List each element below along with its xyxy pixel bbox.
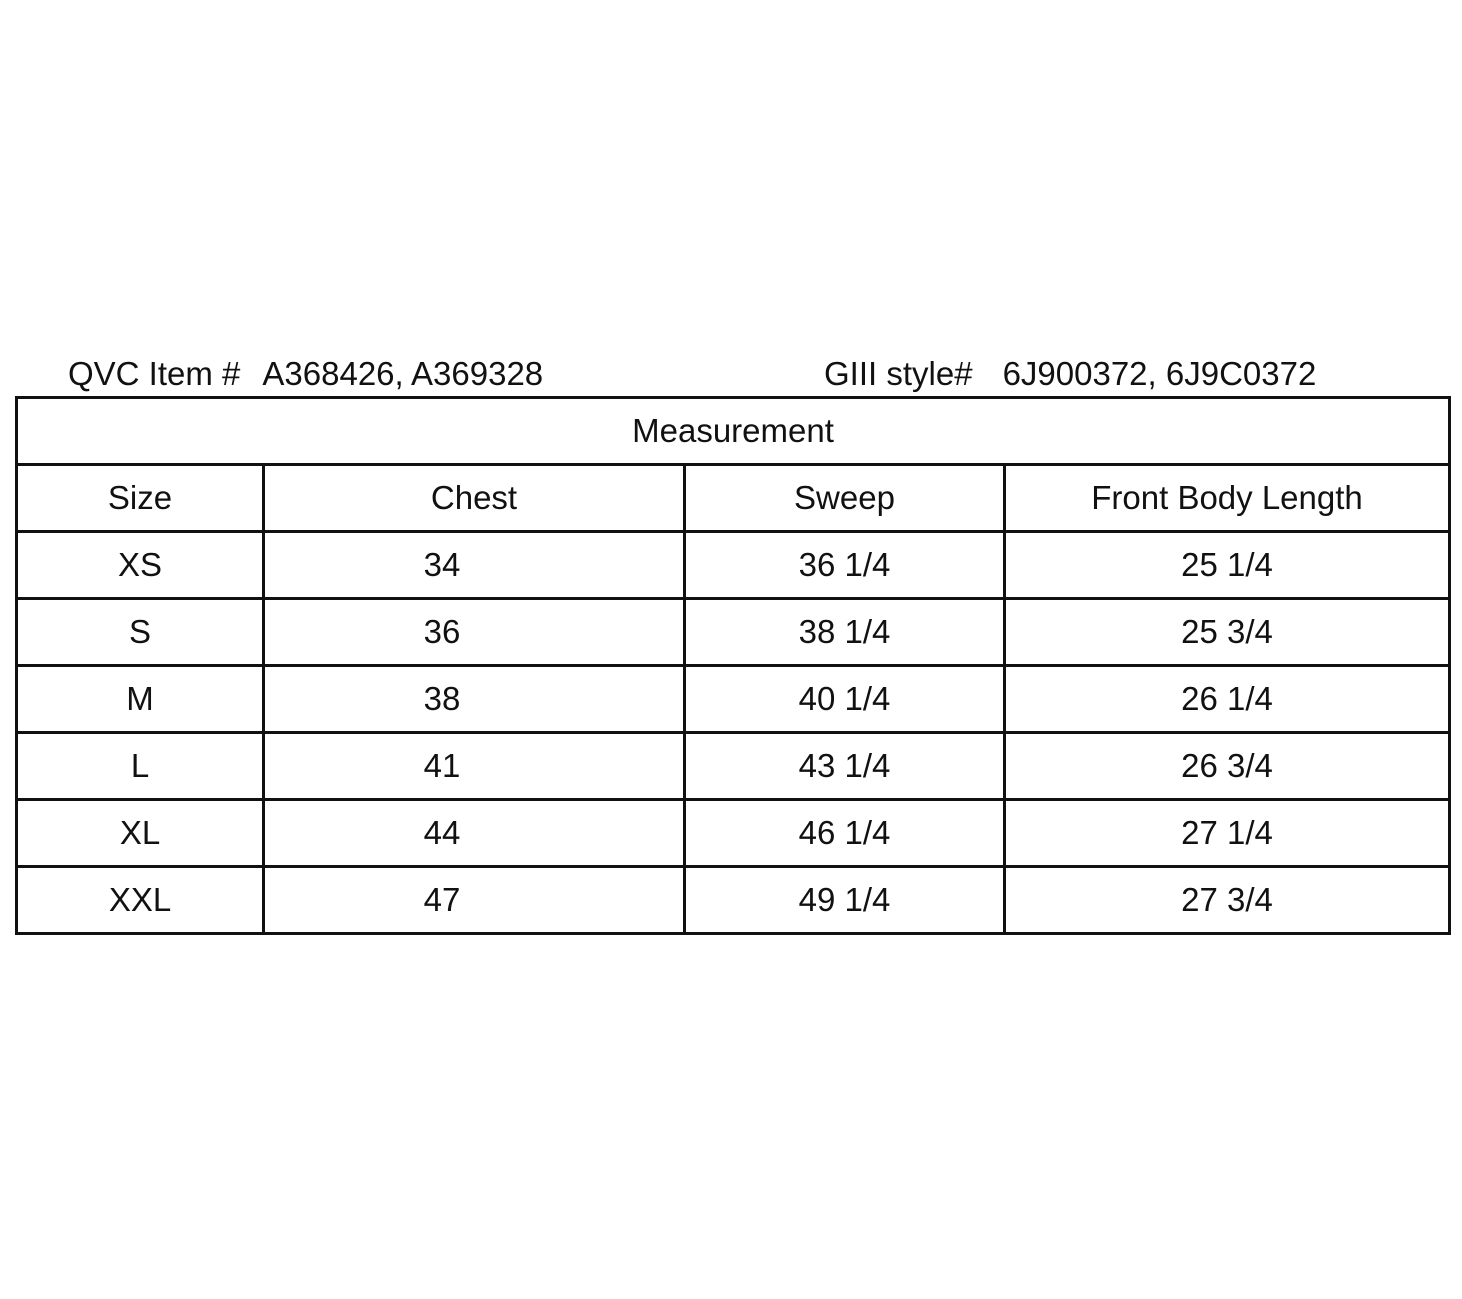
qvc-item-label: QVC Item # — [68, 355, 241, 392]
size-cell: L — [17, 733, 264, 800]
table-row — [17, 867, 1450, 934]
column-header-chest: Chest — [264, 465, 685, 532]
chest-cell: 34 — [264, 532, 685, 599]
size-cell: XL — [17, 800, 264, 867]
giii-style-label: GIII style# — [824, 355, 973, 392]
sweep-cell: 49 1/4 — [685, 867, 1005, 934]
table-row — [17, 599, 1450, 666]
qvc-item-value: A368426, A369328 — [262, 355, 544, 392]
sweep-cell: 43 1/4 — [685, 733, 1005, 800]
chest-cell: 36 — [264, 599, 685, 666]
size-cell: M — [17, 666, 264, 733]
giii-style-line — [824, 352, 1316, 396]
size-cell: XXL — [17, 867, 264, 934]
chest-cell: 44 — [264, 800, 685, 867]
table-title-row — [17, 398, 1450, 465]
table-row — [17, 733, 1450, 800]
qvc-item-line — [68, 352, 543, 396]
chest-cell: 41 — [264, 733, 685, 800]
table-row — [17, 532, 1450, 599]
front-body-length-cell: 27 1/4 — [1005, 800, 1450, 867]
column-header-size: Size — [17, 465, 264, 532]
table-row — [17, 666, 1450, 733]
chest-cell: 38 — [264, 666, 685, 733]
sweep-cell: 38 1/4 — [685, 599, 1005, 666]
front-body-length-cell: 26 1/4 — [1005, 666, 1450, 733]
column-header-sweep: Sweep — [685, 465, 1005, 532]
size-cell: S — [17, 599, 264, 666]
giii-style-value: 6J900372, 6J9C0372 — [1002, 355, 1317, 392]
sweep-cell: 46 1/4 — [685, 800, 1005, 867]
table-header-row — [17, 465, 1450, 532]
size-cell: XS — [17, 532, 264, 599]
table-row — [17, 800, 1450, 867]
front-body-length-cell: 26 3/4 — [1005, 733, 1450, 800]
front-body-length-cell: 25 1/4 — [1005, 532, 1450, 599]
chest-cell: 47 — [264, 867, 685, 934]
column-header-front-body-length: Front Body Length — [1005, 465, 1450, 532]
front-body-length-cell: 27 3/4 — [1005, 867, 1450, 934]
table-title: Measurement — [17, 398, 1450, 465]
sweep-cell: 40 1/4 — [685, 666, 1005, 733]
measurement-table — [15, 396, 1451, 935]
front-body-length-cell: 25 3/4 — [1005, 599, 1450, 666]
sweep-cell: 36 1/4 — [685, 532, 1005, 599]
